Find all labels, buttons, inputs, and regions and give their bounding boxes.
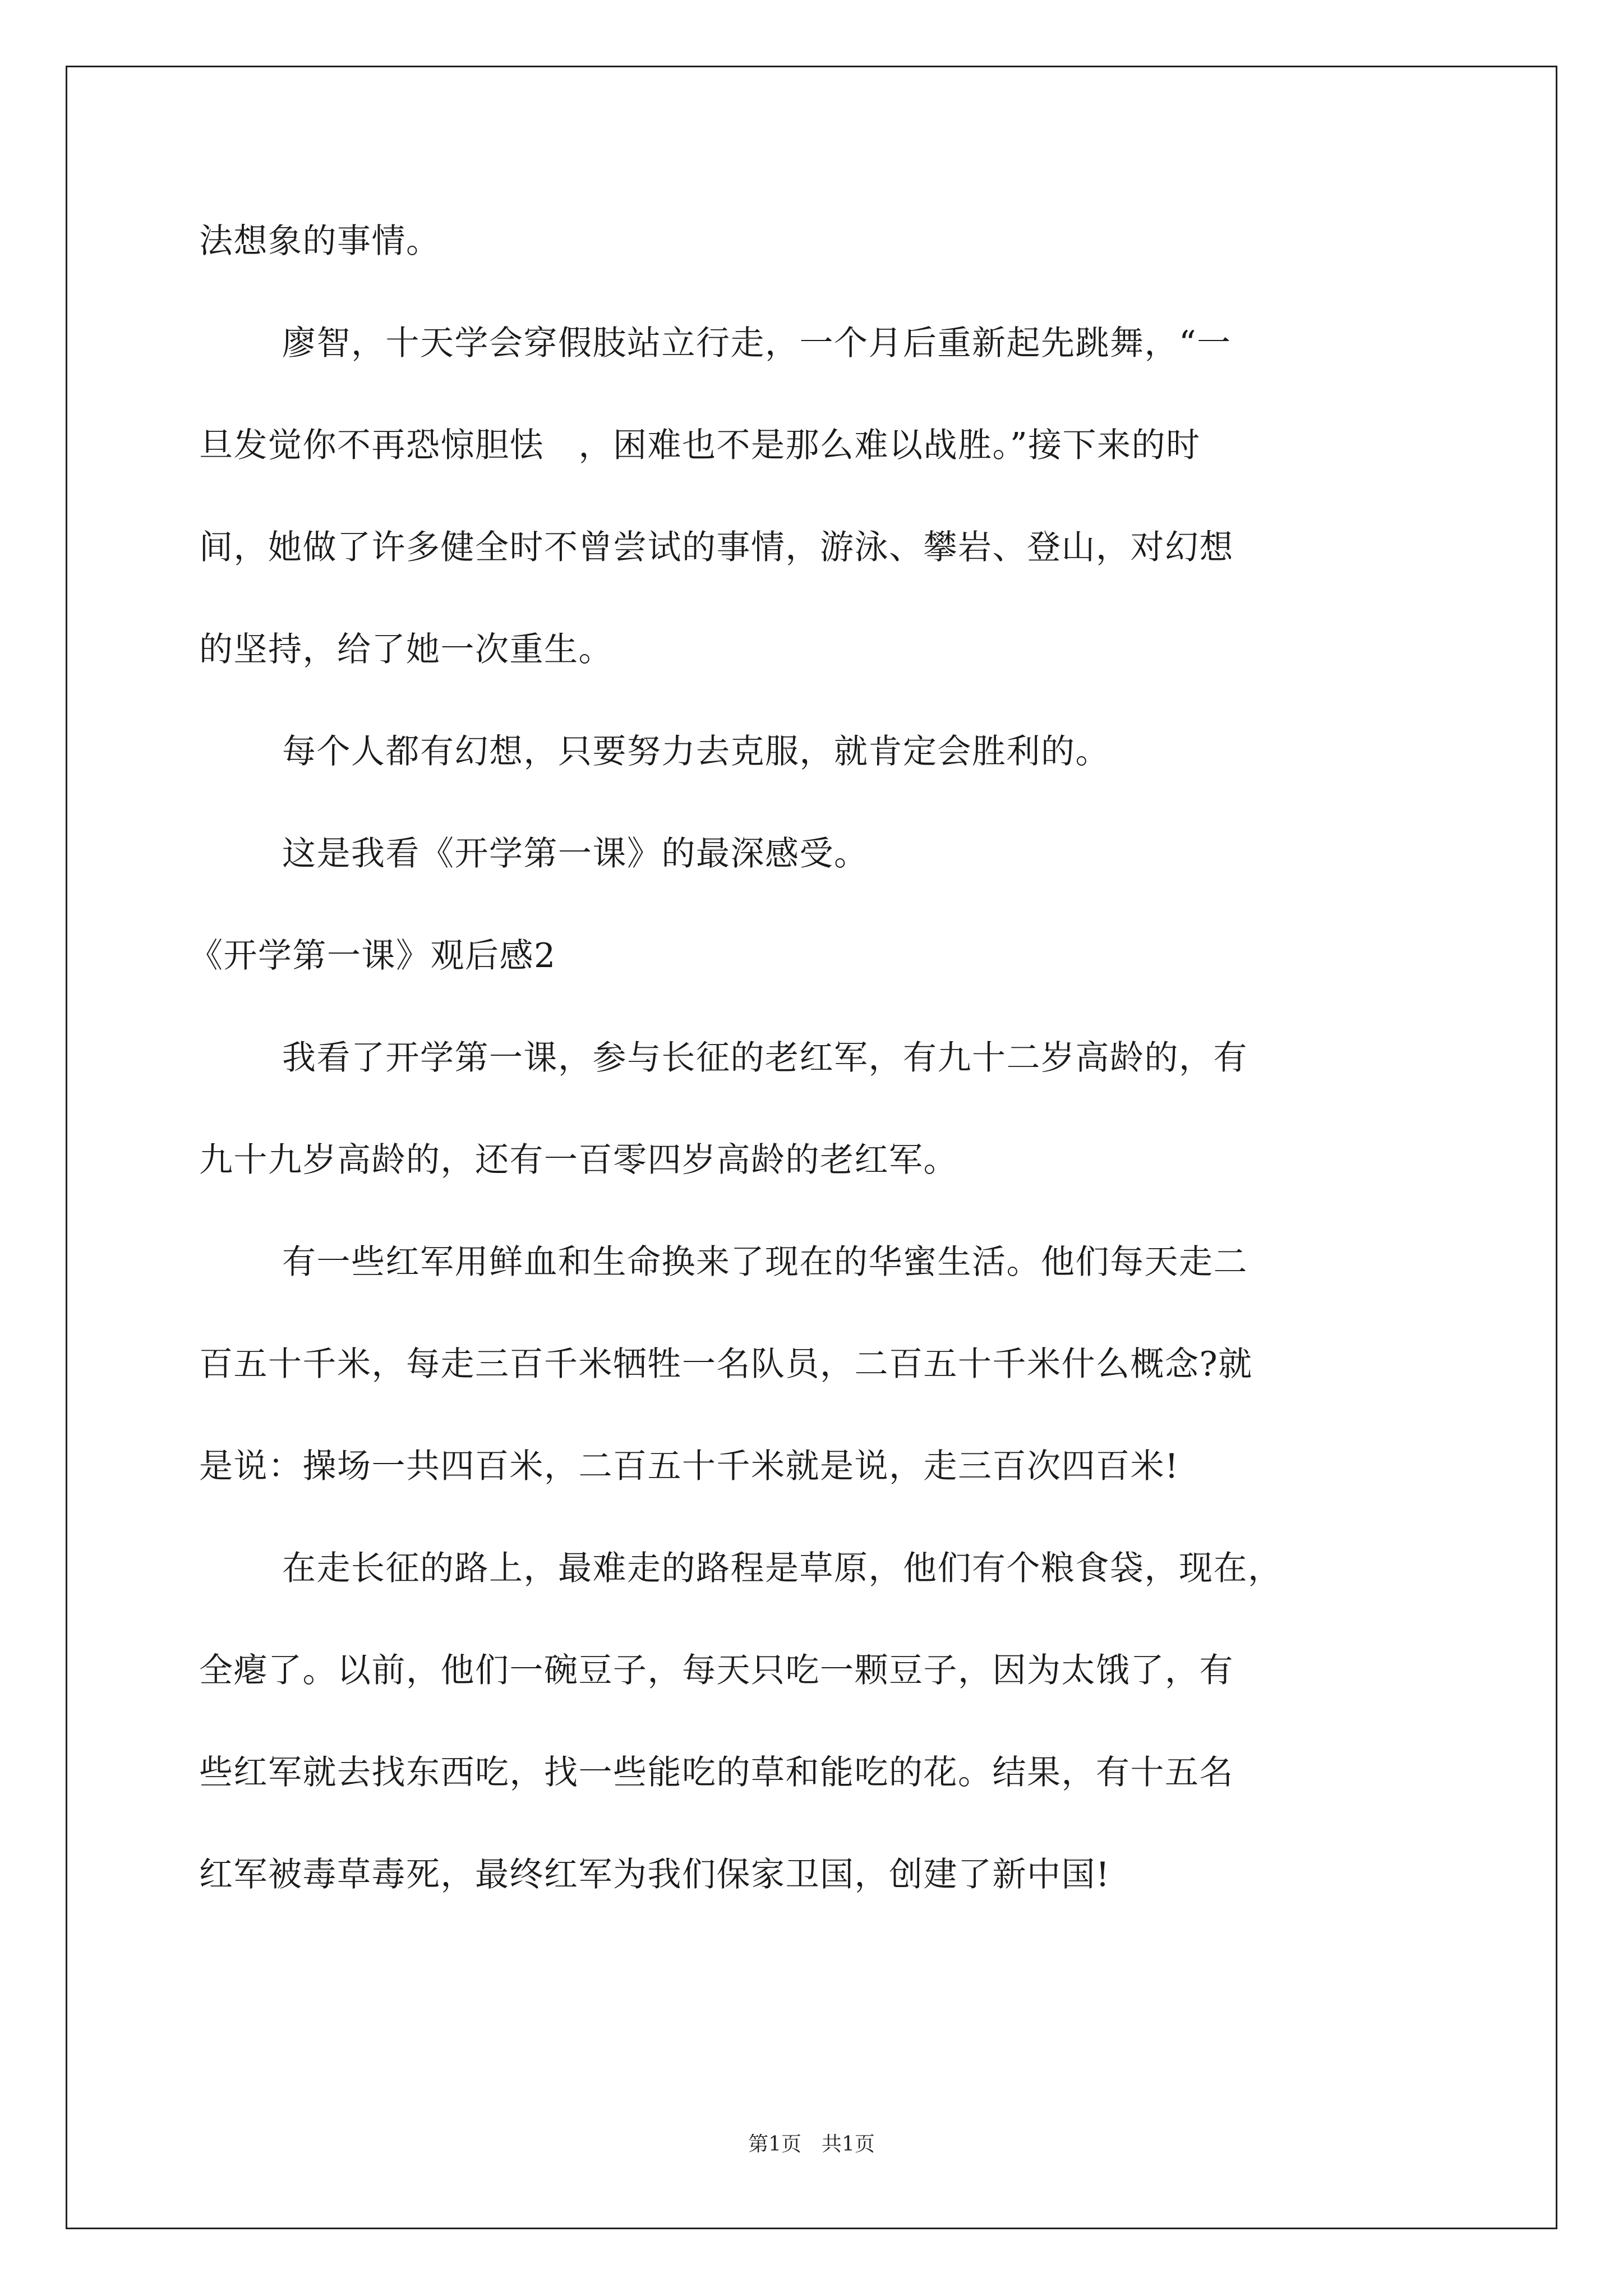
text-line: 全瘪了。以前，他们一碗豆子，每天只吃一颗豆子，因为太饿了，有	[199, 1651, 1234, 1690]
paragraph-first-line: 廖智，十天学会穿假肢站立行走，一个月后重新起先跳舞，“一	[282, 324, 1232, 363]
text-line: 间，她做了许多健全时不曾尝试的事情，游泳、攀岩、登山，对幻想	[199, 528, 1234, 567]
paragraph-first-line: 我看了开学第一课，参与长征的老红军，有九十二岁高龄的，有	[282, 1038, 1248, 1078]
text-line: 是说：操场一共四百米，二百五十千米就是说，走三百次四百米!	[199, 1447, 1179, 1486]
text-line: 九十九岁高龄的，还有一百零四岁高龄的老红军。	[199, 1140, 958, 1180]
page-footer: 第1页 共1页	[748, 2133, 875, 2156]
text-line: 红军被毒草毒死，最终红军为我们保家卫国，创建了新中国!	[199, 1855, 1110, 1894]
text-line: 法想象的事情。	[199, 222, 441, 261]
text-line: 些红军就去找东西吃，找一些能吃的草和能吃的花。结果，有十五名	[199, 1753, 1234, 1792]
paragraph-first-line: 这是我看《开学第一课》的最深感受。	[282, 834, 869, 873]
text-line: 旦发觉你不再恐惊胆怯 ，困难也不是那么难以战胜。”接下来的时	[199, 426, 1201, 465]
text-line: 的坚持，给了她一次重生。	[199, 630, 613, 669]
paragraph-first-line: 有一些红军用鲜血和生命换来了现在的华蜜生活。他们每天走二	[282, 1243, 1248, 1282]
text-line: 百五十千米，每走三百千米牺牲一名队员，二百五十千米什么概念?就	[199, 1345, 1253, 1384]
paragraph-first-line: 在走长征的路上，最难走的路程是草原，他们有个粮食袋，现在，	[282, 1549, 1283, 1588]
section-heading: 《开学第一课》观后感2	[189, 936, 556, 976]
paragraph-first-line: 每个人都有幻想，只要努力去克服，就肯定会胜利的。	[282, 732, 1110, 771]
